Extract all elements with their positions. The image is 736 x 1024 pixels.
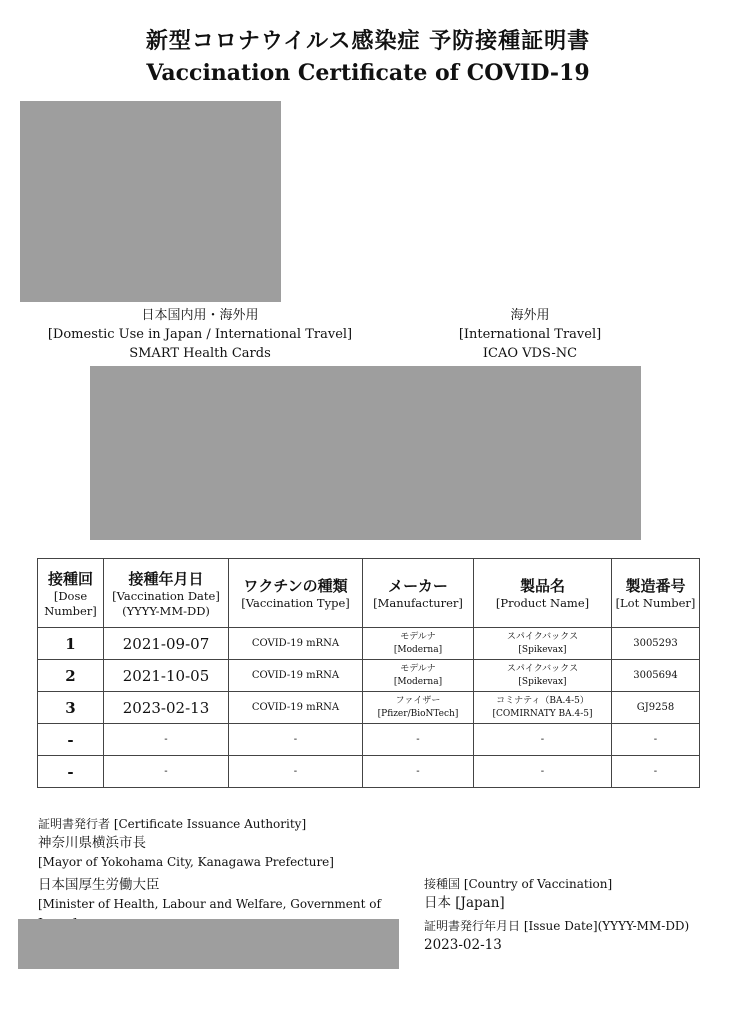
cell-product-ja: コミナティ（BA.4-5）	[496, 695, 589, 706]
country-value: 日本 [Japan]	[424, 895, 505, 911]
qr-label-domestic	[20, 306, 380, 363]
header-maker-ja: メーカー	[388, 577, 448, 595]
cell-lot: 3005694	[612, 660, 700, 692]
cell-product-en: [Spikevax]	[518, 676, 567, 687]
header-product-ja: 製品名	[519, 577, 565, 595]
header-dose-en1: [Dose	[53, 588, 88, 603]
cell-product: -	[474, 724, 612, 756]
cell-dose: 3	[38, 692, 104, 724]
cell-product: -	[474, 756, 612, 788]
redacted-signature	[18, 919, 399, 969]
header-type	[229, 559, 363, 628]
cell-maker	[363, 692, 474, 724]
header-dose-en2: Number]	[44, 603, 97, 618]
cell-product-en: [Spikevax]	[518, 644, 567, 655]
country-issue-block	[424, 875, 724, 955]
cell-type: COVID-19 mRNA	[229, 628, 363, 660]
cell-dose: 1	[38, 628, 104, 660]
cell-date: 2021-09-07	[104, 628, 229, 660]
qr-label-domestic-line3: SMART Health Cards	[129, 346, 271, 361]
cell-lot: GJ9258	[612, 692, 700, 724]
table-row	[38, 756, 700, 788]
qr-label-international	[380, 306, 680, 363]
authority-name-en: [Mayor of Yokohama City, Kanagawa Prefecture]	[38, 855, 334, 869]
cell-maker-ja: ファイザー	[395, 695, 441, 706]
certificate-title-en: Vaccination Certificate of COVID-19	[146, 60, 590, 86]
table-row	[38, 628, 700, 660]
issue-date-value: 2023-02-13	[424, 937, 502, 953]
cell-maker-en: [Moderna]	[393, 676, 443, 687]
qr-label-domestic-line1: 日本国内用・海外用	[141, 308, 259, 323]
table-row	[38, 660, 700, 692]
authority-label: 証明書発行者 [Certificate Issuance Authority]	[38, 817, 307, 831]
issuance-authority	[38, 815, 418, 933]
table-row	[38, 692, 700, 724]
qr-label-international-line1: 海外用	[510, 308, 550, 323]
redacted-qr-codes	[90, 366, 641, 540]
authority-name-ja: 神奈川県横浜市長	[38, 835, 146, 851]
cell-maker: -	[363, 724, 474, 756]
header-date-ja: 接種年月日	[128, 569, 204, 588]
header-dose-ja: 接種回	[47, 569, 93, 588]
header-product-en1: [Product Name]	[495, 596, 590, 610]
header-date-en2: (YYYY-MM-DD)	[122, 603, 210, 618]
cell-type: COVID-19 mRNA	[229, 660, 363, 692]
cell-maker-en: [Moderna]	[393, 644, 443, 655]
cell-lot: -	[612, 724, 700, 756]
table-header-row	[38, 559, 700, 628]
cell-dose: -	[38, 756, 104, 788]
cell-lot: 3005293	[612, 628, 700, 660]
cell-date: -	[104, 756, 229, 788]
cell-product	[474, 660, 612, 692]
cell-date: -	[104, 724, 229, 756]
redacted-photo	[20, 101, 281, 302]
cell-dose: 2	[38, 660, 104, 692]
header-maker-en1: [Manufacturer]	[373, 596, 463, 610]
header-lot-ja: 製造番号	[625, 577, 686, 595]
issue-date-label: 証明書発行年月日 [Issue Date](YYYY-MM-DD)	[424, 919, 690, 933]
header-product	[474, 559, 612, 628]
cell-lot: -	[612, 756, 700, 788]
cell-maker-ja: モデルナ	[400, 663, 436, 674]
cell-product-ja: スパイクバックス	[506, 631, 579, 642]
header-dose	[38, 559, 104, 628]
vaccination-table	[37, 558, 700, 788]
header-date-en1: [Vaccination Date]	[112, 588, 220, 603]
cell-maker: -	[363, 756, 474, 788]
certificate-title-ja: 新型コロナウイルス感染症 予防接種証明書	[145, 28, 591, 54]
cell-type: COVID-19 mRNA	[229, 692, 363, 724]
minister-ja: 日本国厚生労働大臣	[38, 877, 160, 893]
cell-date: 2021-10-05	[104, 660, 229, 692]
cell-dose: -	[38, 724, 104, 756]
cell-product-en: [COMIRNATY BA.4-5]	[492, 708, 593, 719]
qr-label-international-line2: [International Travel]	[458, 327, 602, 342]
table-row	[38, 724, 700, 756]
header-lot-en1: [Lot Number]	[615, 596, 696, 610]
qr-label-domestic-line2: [Domestic Use in Japan / International Travel]	[47, 327, 353, 342]
cell-product	[474, 692, 612, 724]
cell-type: -	[229, 756, 363, 788]
cell-product	[474, 628, 612, 660]
cell-type: -	[229, 724, 363, 756]
header-lot	[612, 559, 700, 628]
header-date	[104, 559, 229, 628]
header-maker	[363, 559, 474, 628]
cell-maker	[363, 660, 474, 692]
country-label: 接種国 [Country of Vaccination]	[424, 877, 613, 891]
qr-label-international-line3: ICAO VDS-NC	[482, 346, 578, 361]
header-type-en1: [Vaccination Type]	[241, 596, 350, 610]
cell-date: 2023-02-13	[104, 692, 229, 724]
header-type-ja: ワクチンの種類	[243, 577, 348, 595]
cell-maker	[363, 628, 474, 660]
minister-en: [Minister of Health, Labour and Welfare, Government of	[38, 897, 381, 911]
cell-product-ja: スパイクバックス	[506, 663, 579, 674]
cell-maker-ja: モデルナ	[400, 631, 436, 642]
cell-maker-en: [Pfizer/BioNTech]	[377, 708, 459, 719]
